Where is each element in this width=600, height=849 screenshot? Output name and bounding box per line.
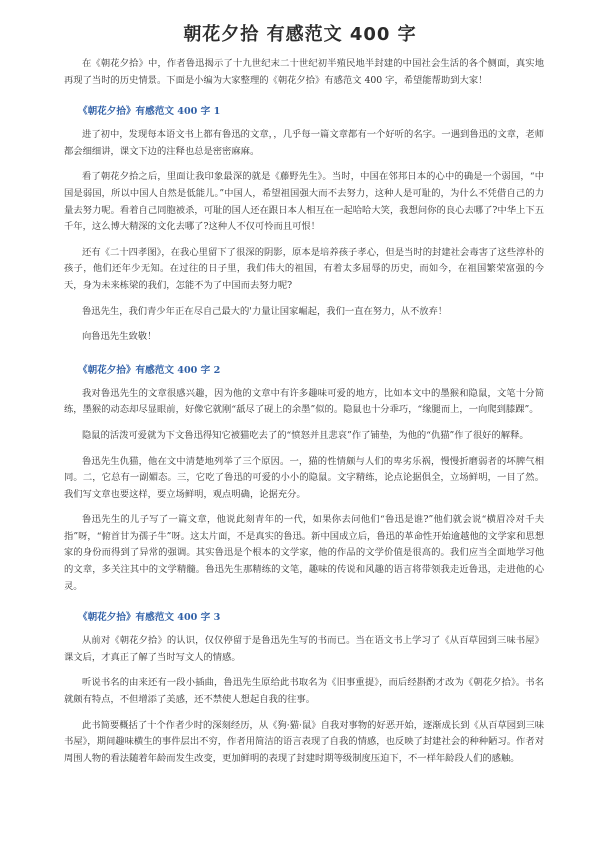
section-heading: 《朝花夕拾》有感范文 400 字 2 [78, 364, 221, 376]
paragraph: 听说书名的由来还有一段小插曲，鲁迅先生原给此书取名为《旧事重提》，而后经斟酌才改为《朝花夕拾》。书名就颇有特点，不但增添了美感，还不禁使人想起自我的往事。 [64, 677, 544, 706]
paragraph: 看了朝花夕拾之后，里面让我印象最深的就是《藤野先生》。当时，中国在邻邦日本的心中的确是一个弱国，“中国是弱国，所以中国人自然是低能儿。”中国人，希望祖国强大而不去努力，这种人是可耻的，为什么不凭借自己的力量去努力呢。看着自己同胞被杀，可耻的国人还在跟日本人相互在一起哈哈大笑，我想问你的良心去哪了?中华上下五千年，这么博大精深的文化去哪了?这种人不仅可怜而且可恨！ [64, 171, 544, 233]
essay-section-3 [64, 609, 544, 767]
paragraph: 从前对《朝花夕拾》的认识，仅仅停留于是鲁迅先生写的书而已。当在语文书上学习了《从百草园到三味书屋》课文后，才真正了解了当时写文人的情感。 [64, 635, 544, 663]
paragraph: 鲁迅先生仇猫，他在文中清楚地列举了三个原因。一，猫的性情颇与人们的卑劣乐祸，慢慢折磨弱者的坏脾气相同。二，它总有一副媚态。三，它吃了鲁迅的可爱的小小的隐鼠。文字精练，论点论据俱全，立场鲜明，一目了然。我们写文章也要这样，要立场鲜明，观点明确，论据充分。 [64, 455, 544, 500]
section-heading: 《朝花夕拾》有感范文 400 字 1 [78, 106, 221, 118]
essay-section-2 [64, 362, 544, 596]
section-heading: 《朝花夕拾》有感范文 400 字 3 [78, 612, 221, 624]
document-body [0, 56, 600, 767]
paragraph: 我对鲁迅先生的文章很感兴趣，因为他的文章中有许多趣味可爱的地方，比如本文中的墨猴和隐鼠，文笔十分简练，墨猴的动态却尽显眼前，好像它就刚“舐尽了砚上的余墨”似的。隐鼠也十分乖巧，“缘腿而上，一向爬到膝踝”。 [64, 387, 544, 416]
intro-paragraph: 在《朝花夕拾》中，作者鲁迅揭示了十九世纪末二十世纪初半殖民地半封建的中国社会生活的各个侧面，真实地再现了当时的历史情景。下面是小编为大家整理的《朝花夕拾》有感范文 400 字，希望能帮助到大家！ [64, 58, 544, 86]
paragraph: 隐鼠的活泼可爱就为下文鲁迅得知它被猫吃去了的“愤怒并且悲哀”作了铺垫，为他的“仇猫”作了很好的解释。 [82, 429, 529, 441]
paragraph: 进了初中，发现每本语文书上都有鲁迅的文章，，几乎每一篇文章都有一个好听的名字。一遇到鲁迅的文章，老师都会细细讲，课文下边的注释也总是密密麻麻。 [64, 129, 544, 157]
document-title: 朝花夕拾 有感范文 400 字 [183, 24, 417, 45]
paragraph: 还有《二十四孝图》，在我心里留下了很深的阴影，原本是培养孩子孝心，但是当时的封建社会毒害了这些淳朴的孩子，他们还年少无知。在过往的日子里，我们伟大的祖国，有着太多屈辱的历史，而如今，在祖国繁荣富强的今天，身为未来栋梁的我们，怎能不为了中国而去努力呢? [64, 246, 544, 291]
paragraph: 此书简要概括了十个作者少时的深刻经历，从《狗·猫·鼠》自我对事物的好恶开始，逐渐成长到《从百草园到三味书屋》，期间趣味横生的事件层出不穷，作者用简洁的语言表现了自我的情感，也反映了封建社会的种种陋习。作者对周围人物的看法随着年龄而发生改变，更加鲜明的表现了封建时期等级制度压迫下，不一样年龄段人们的感触。 [64, 719, 544, 764]
paragraph: 向鲁迅先生致敬！ [82, 331, 157, 343]
paragraph: 鲁迅先生，我们青少年正在尽自己最大的'力量让国家崛起，我们一直在努力，从不放弃！ [82, 305, 448, 317]
essay-section-1 [64, 103, 544, 346]
paragraph: 鲁迅先生的儿子写了一篇文章，他说此刻青年的一代，如果你去问他们“鲁迅是谁?”他们就会说“横眉冷对千夫指”呀，“俯首甘为孺子牛”呀。这太片面，不是真实的鲁迅。新中国成立后，鲁迅的革命性开始逾越他的文学家和思想家的身份而得到了异常的强调。其实鲁迅是个根本的文学家，他的作品的文学价值是很高的。我们应当全面地学习他的文章，多关注其中的文学精髓。鲁迅先生那精练的文笔，趣味的传说和风趣的语言将带领我走近鲁迅，走进他的心灵。 [64, 514, 544, 592]
